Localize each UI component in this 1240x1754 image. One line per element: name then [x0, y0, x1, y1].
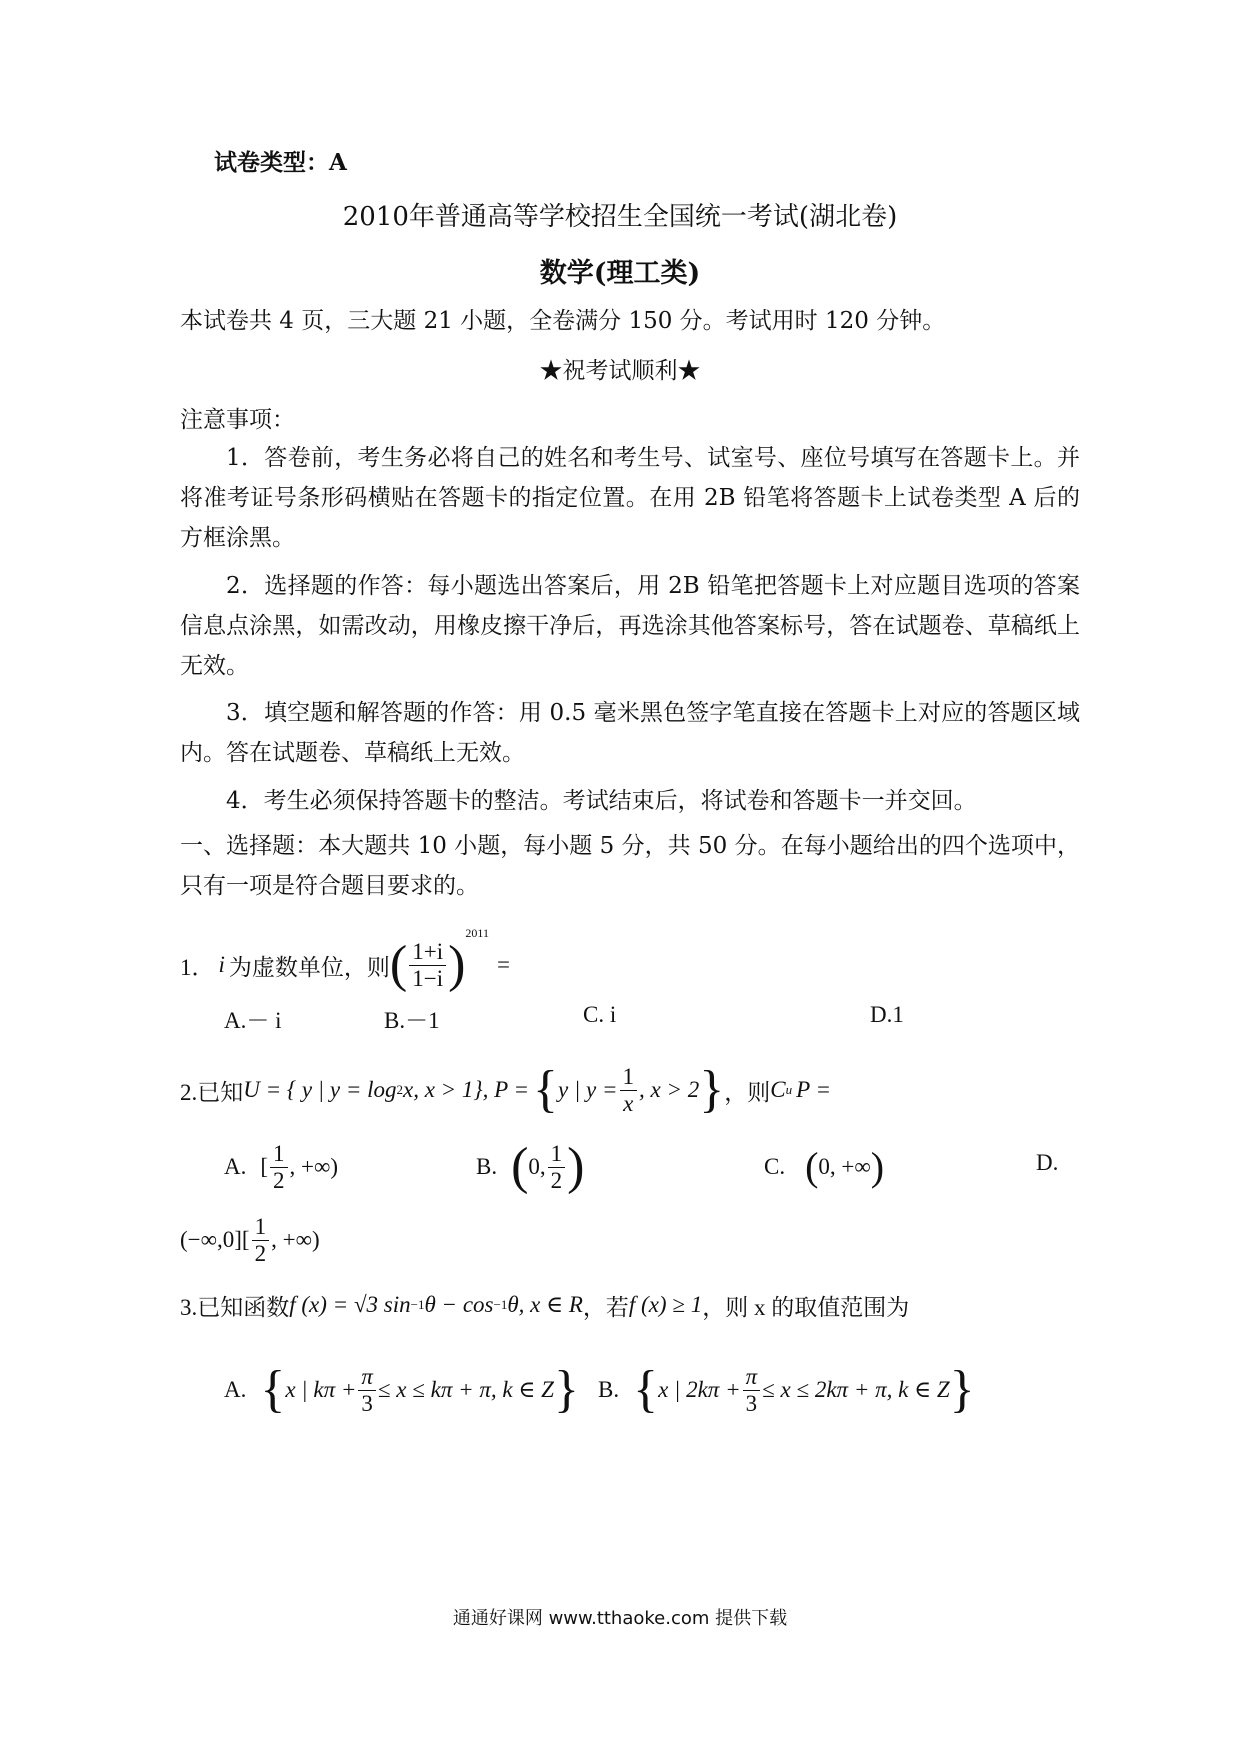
- q1-right-paren: ): [448, 936, 466, 993]
- intro-text: 本试卷共 4 页，三大题 21 小题，全卷满分 150 分。考试用时 120 分钟。: [180, 308, 946, 334]
- q1-denominator: 1−i: [412, 965, 444, 991]
- q1-exponent: 2011: [465, 926, 489, 940]
- section-heading: 一、选择题：本大题共 10 小题，每小题 5 分，共 50 分。在每小题给出的四个选项中，只有一项是符合题目要求的。: [180, 833, 1080, 899]
- q1-text: 为虚数单位，则: [228, 954, 390, 980]
- q3-cond: f (x) ≥ 1: [628, 1292, 703, 1317]
- q3-prefix: 3.已知函数: [180, 1294, 290, 1320]
- question-3: [180, 1280, 909, 1330]
- q3-b-left: x | 2kπ +: [658, 1377, 741, 1402]
- q2-c-label: C.: [764, 1154, 786, 1179]
- q2-a-rest: , +∞): [289, 1154, 339, 1179]
- q3-a-left: x | kπ +: [285, 1377, 357, 1402]
- q3-b-lbrace: {: [633, 1361, 659, 1418]
- q3-cond-post: ，则 x 的取值范围为: [702, 1294, 910, 1320]
- q2-a-label: A.: [224, 1154, 247, 1179]
- q1-left-paren: (: [389, 936, 408, 993]
- q2-b-num: 1: [548, 1141, 566, 1168]
- q2-d-den: 2: [254, 1240, 267, 1266]
- q2-c: C: [770, 1077, 786, 1102]
- q3-mid: θ − cos: [424, 1292, 494, 1317]
- q2-p-fraction: [620, 1064, 638, 1117]
- exam-title: 2010年普通高等学校招生全国统一考试(湖北卷): [342, 202, 898, 232]
- notice-item-1: 1．答卷前，考生务必将自己的姓名和考生号、试室号、座位号填写在答题卡上。并将准考证号条形码横贴在答题卡的指定位置。在用 2B 铅笔将答题卡上试卷类型 A 后的方框涂黑。: [180, 445, 1080, 551]
- q3-b-fraction: [743, 1364, 761, 1417]
- q2-log-base: 2: [396, 1082, 403, 1097]
- q2-d-num: 1: [252, 1214, 270, 1241]
- notice-item-2: 2．选择题的作答：每小题选出答案后，用 2B 铅笔把答题卡上对应题目选项的答案信息点涂黑，如需改动，用橡皮擦干净后，再选涂其他答案标号，答在试题卷、草稿纸上无效。: [180, 573, 1080, 679]
- q3-fx: f (x) = √3 sin: [289, 1292, 411, 1317]
- q2-option-d: [180, 1205, 320, 1275]
- q3-b-den: 3: [745, 1390, 758, 1416]
- q3-a-label: A.: [224, 1377, 247, 1402]
- q2-b-left: 0,: [528, 1154, 546, 1179]
- q3-a-den: 3: [361, 1390, 373, 1416]
- q2-d-fraction: [252, 1214, 270, 1267]
- q3-a-right: ≤ x ≤ kπ + π, k ∈ Z: [377, 1377, 554, 1402]
- q2-b-den: 2: [550, 1167, 563, 1193]
- q2-p-right-brace: }: [699, 1061, 725, 1118]
- blessing: ★祝考试顺利★: [539, 358, 701, 384]
- notice-heading: 注意事项：: [180, 407, 295, 433]
- q2-b-fraction: [548, 1141, 566, 1194]
- q2-p-right: , x > 2: [639, 1077, 700, 1102]
- q2-c-sub: u: [785, 1082, 793, 1097]
- q3-a-num: π: [358, 1364, 376, 1391]
- q3-option-b: [598, 1350, 975, 1430]
- q2-option-a: [224, 1132, 338, 1202]
- q2-a-fraction: [270, 1141, 288, 1194]
- notice-item-4: 4．考生必须保持答题卡的整洁。考试结束后，将试卷和答题卡一并交回。: [226, 788, 977, 814]
- q3-b-rbrace: }: [949, 1361, 975, 1418]
- subject-title: 数学(理工类): [539, 258, 701, 289]
- q2-a-den: 2: [273, 1167, 285, 1193]
- q2-u-set: U = { y | y = log: [243, 1077, 397, 1102]
- q2-b-label: B.: [476, 1154, 498, 1179]
- q2-a-num: 1: [270, 1141, 288, 1168]
- q2-cp-rest: P =: [796, 1077, 831, 1102]
- q1-option-a: A.－ i: [224, 1008, 282, 1033]
- q2-c-lparen: (: [805, 1144, 819, 1189]
- q2-p-den: x: [623, 1090, 634, 1116]
- q2-option-b: [476, 1132, 585, 1202]
- q3-option-a: [224, 1350, 579, 1430]
- paper-type: 试卷类型：A: [214, 149, 347, 176]
- q1-prefix: 1．: [180, 954, 215, 980]
- q2-b-rparen: ): [567, 1138, 585, 1195]
- q3-b-label: B.: [598, 1377, 620, 1402]
- q2-d-rest: , +∞): [271, 1227, 320, 1252]
- question-2: [180, 1050, 831, 1130]
- q2-prefix: 2.已知: [180, 1079, 244, 1105]
- q2-a-open: [: [260, 1154, 269, 1179]
- q3-cond-pre: ，若: [582, 1294, 629, 1320]
- q1-numerator: 1+i: [409, 939, 446, 966]
- notice-item-3: 3．填空题和解答题的作答：用 0.5 毫米黑色签字笔直接在答题卡上对应的答题区域内。答在试题卷、草稿纸上无效。: [180, 700, 1080, 766]
- q2-d-left: (−∞,0][: [180, 1227, 250, 1252]
- q2-c-val: 0, +∞: [818, 1154, 871, 1179]
- q3-b-num: π: [743, 1364, 761, 1391]
- q1-option-c: C. i: [583, 1002, 617, 1027]
- q1-i: i: [218, 952, 225, 977]
- question-1: [180, 920, 510, 1010]
- q2-u-rest: x, x > 1}, P =: [402, 1077, 530, 1102]
- q3-a-fraction: [358, 1364, 376, 1417]
- q1-equals: =: [496, 952, 510, 977]
- q1-option-b: B.－1: [384, 1008, 440, 1033]
- q2-p-left-brace: {: [533, 1061, 558, 1118]
- q2-then: ，则: [724, 1079, 771, 1105]
- q3-b-right: ≤ x ≤ 2kπ + π, k ∈ Z: [762, 1377, 950, 1402]
- q3-sup2: −1: [493, 1297, 508, 1312]
- q3-tail: θ, x ∈ R: [507, 1292, 583, 1317]
- q2-b-lparen: (: [511, 1138, 529, 1195]
- q3-a-rbrace: }: [553, 1361, 579, 1418]
- q1-option-d: D.1: [870, 1002, 904, 1027]
- q2-c-rparen: ): [870, 1144, 885, 1189]
- q3-sup1: −1: [410, 1297, 425, 1312]
- q2-p-num: 1: [620, 1064, 638, 1091]
- footer-credit: 通通好课网 www.tthaoke.com 提供下载: [452, 1608, 788, 1629]
- q1-fraction: [409, 939, 446, 992]
- q3-a-lbrace: {: [260, 1361, 286, 1418]
- q2-p-left: y | y =: [558, 1077, 618, 1102]
- q2-option-c: [764, 1132, 884, 1202]
- q2-d-label: D.: [1036, 1150, 1059, 1175]
